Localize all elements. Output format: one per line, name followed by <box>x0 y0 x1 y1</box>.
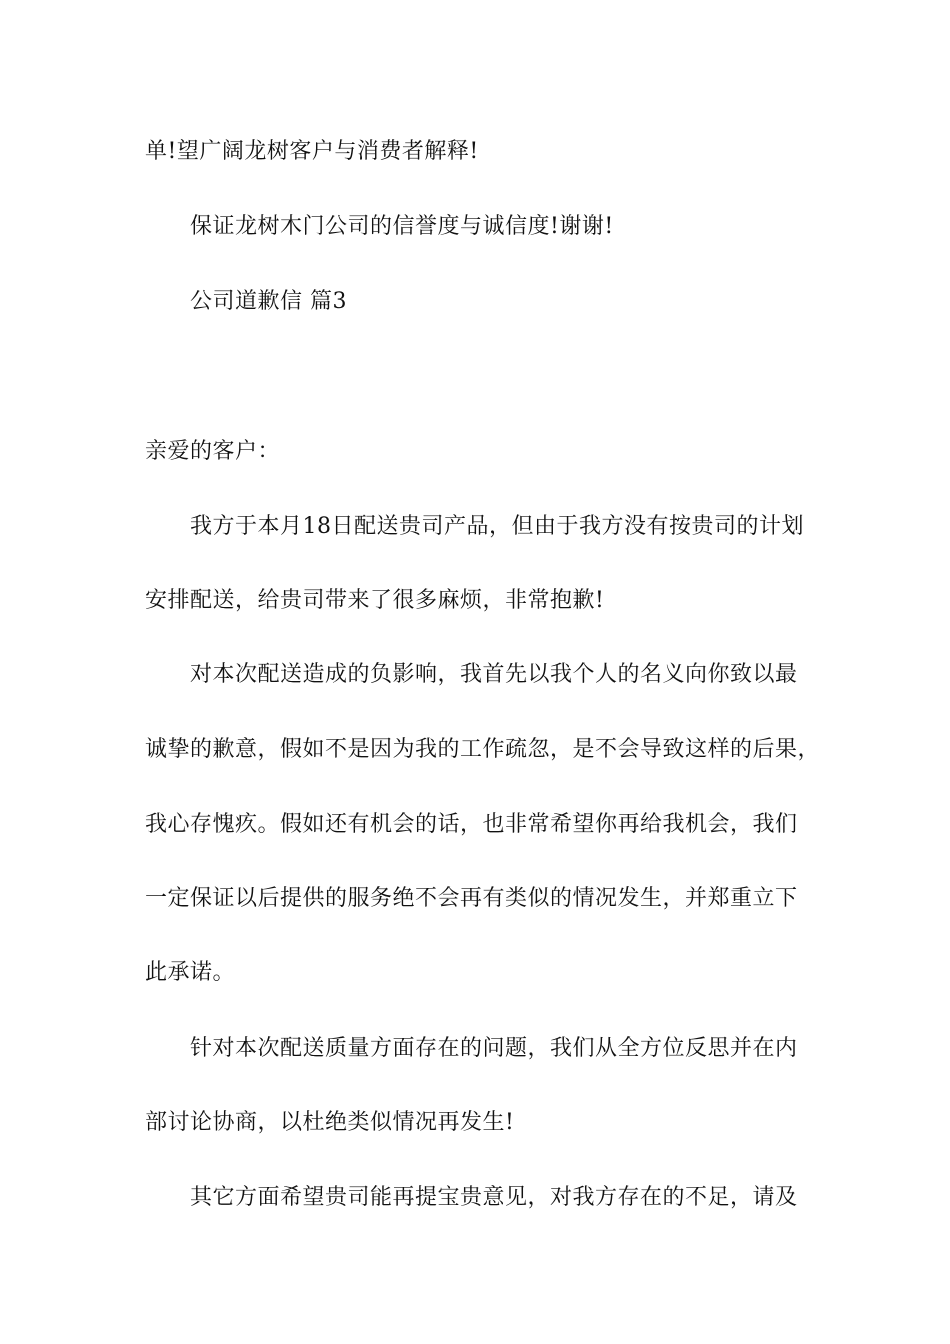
text-line: 单!望广阔龙树客户与消费者解释! <box>145 139 479 164</box>
text-line: 部讨论协商，以杜绝类似情况再发生! <box>145 1110 515 1135</box>
text-line: 我方于本月18日配送贵司产品，但由于我方没有按贵司的计划 <box>190 514 804 539</box>
text-line: 我心存愧疚。假如还有机会的话，也非常希望你再给我机会，我们 <box>145 812 798 837</box>
text-line: 对本次配送造成的负影响，我首先以我个人的名义向你致以最 <box>190 662 798 687</box>
text-line: 诚挚的歉意，假如不是因为我的工作疏忽，是不会导致这样的后果， <box>145 737 821 762</box>
text-line: 安排配送，给贵司带来了很多麻烦，非常抱歉! <box>145 588 605 613</box>
section-heading: 公司道歉信 篇3 <box>190 289 347 314</box>
salutation: 亲爱的客户： <box>145 439 281 464</box>
text-line: 其它方面希望贵司能再提宝贵意见，对我方存在的不足，请及 <box>190 1185 798 1210</box>
text-line: 针对本次配送质量方面存在的问题，我们从全方位反思并在内 <box>190 1036 798 1061</box>
text-line: 一定保证以后提供的服务绝不会再有类似的情况发生，并郑重立下 <box>145 886 798 911</box>
text-line: 此承诺。 <box>145 960 236 985</box>
text-line: 保证龙树木门公司的信誉度与诚信度!谢谢! <box>190 214 614 239</box>
